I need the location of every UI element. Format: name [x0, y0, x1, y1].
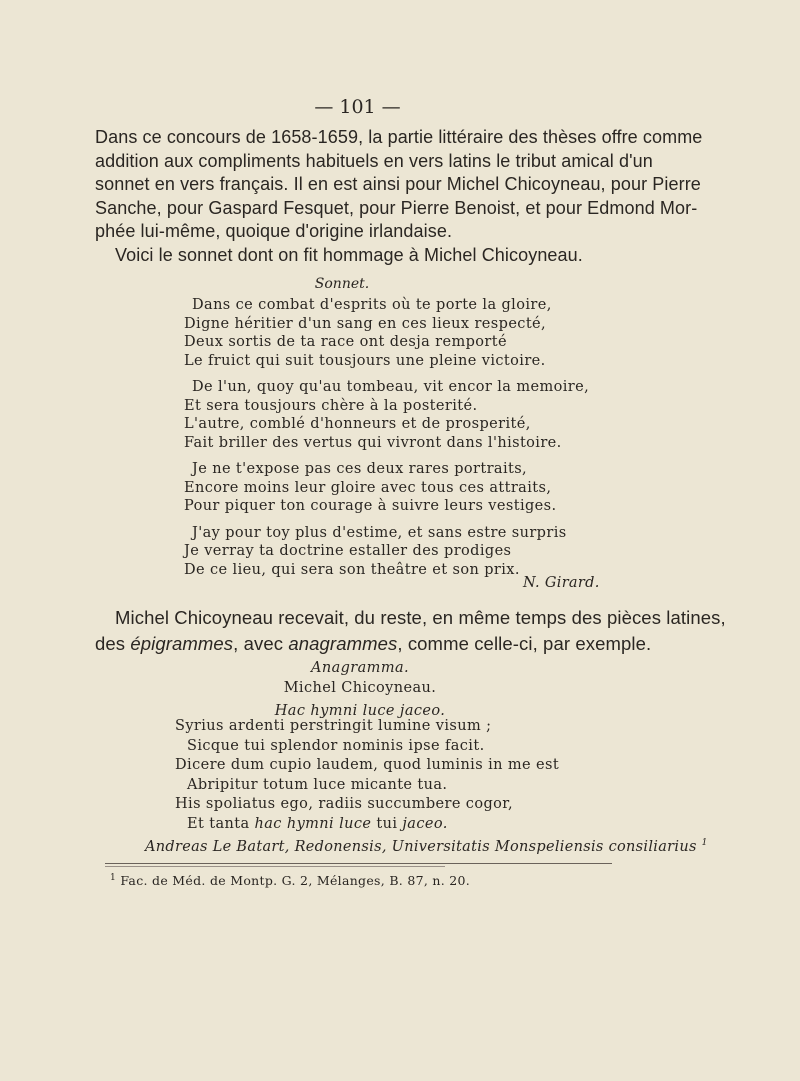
- sonnet: [184, 296, 589, 587]
- verse-line: Encore moins leur gloire avec tous ces attraits,: [184, 479, 552, 496]
- anagram-title: Anagramma.: [310, 660, 410, 676]
- verse-line: Digne héritier d'un sang en ces lieux respecté,: [184, 315, 547, 332]
- author-text: Andreas Le Batart, Redonensis, Universitatis Monspeliensis consiliarius: [145, 838, 697, 855]
- text-run: des: [95, 633, 131, 654]
- verse-line: Sicque tui splendor nominis ipse facit.: [187, 737, 485, 754]
- verse-line: Pour piquer ton courage à suivre leurs vestiges.: [184, 498, 557, 514]
- latin-verse: [175, 717, 559, 834]
- verse-line: L'autre, comblé d'honneurs et de prosperité,: [184, 416, 531, 432]
- footnote-text: Fac. de Méd. de Montp. G. 2, Mélanges, B. 87, n. 20.: [120, 873, 471, 889]
- verse-line: Dans ce combat d'esprits où te porte la gloire,: [192, 297, 552, 313]
- text-line: addition aux compliments habituels en vers latins le tribut amical d'un: [95, 150, 653, 171]
- text-run: , comme celle-ci, par exemple.: [397, 633, 652, 654]
- anagram-solution: Hac hymni luce jaceo.: [274, 703, 446, 719]
- sonnet-signature: N. Girard.: [523, 575, 600, 591]
- page-number: — 101 —: [314, 96, 401, 118]
- verse-line: De ce lieu, qui sera son theâtre et son prix.: [184, 561, 520, 578]
- sonnet-title: Sonnet.: [314, 276, 370, 292]
- paragraph-intro: [95, 126, 702, 267]
- footnote-reference: 1: [701, 838, 708, 848]
- text-line: Sanche, pour Gaspard Fesquet, pour Pierre Benoist, et pour Edmond Mor-: [95, 197, 698, 218]
- emphasis-anagrammes: anagrammes: [288, 633, 398, 654]
- text-line: Dans ce concours de 1658-1659, la partie littéraire des thèses offre comme: [95, 127, 703, 147]
- verse-line: Je verray ta doctrine estaller des prodiges: [184, 543, 512, 559]
- footnote-rule: [105, 863, 612, 864]
- emphasis-epigrammes: épigrammes: [130, 633, 234, 654]
- quatrain-1: [184, 296, 589, 370]
- text-line: Michel Chicoyneau recevait, du reste, en même temps des pièces latines,: [115, 607, 726, 628]
- verse-line: Fait briller des vertus qui vivront dans l'histoire.: [184, 434, 562, 451]
- text-run: , avec: [233, 633, 289, 654]
- verse-line: His spoliatus ego, radiis succumbere cogor,: [175, 796, 514, 812]
- verse-line: Deux sortis de ta race ont desja remporté: [184, 334, 507, 350]
- verse-line: J'ay pour toy plus d'estime, et sans estre surpris: [192, 524, 567, 541]
- verse-line: Abripitur totum luce micante tua.: [187, 776, 448, 793]
- text-line: [95, 631, 726, 657]
- text-line: sonnet en vers français. Il en est ainsi pour Michel Chicoyneau, pour Pierre: [95, 174, 701, 194]
- verse-line: Je ne t'expose pas ces deux rares portraits,: [192, 461, 528, 477]
- verse-author: [145, 838, 708, 855]
- text-line: Voici le sonnet dont on fit hommage à Michel Chicoyneau.: [115, 244, 583, 265]
- verse-line: De l'un, quoy qu'au tombeau, vit encor la memoire,: [192, 379, 590, 395]
- verse-line: Syrius ardenti perstringit lumine visum ;: [175, 718, 492, 734]
- footnote: [110, 873, 470, 888]
- text-run: tui: [371, 815, 403, 832]
- text-line: phée lui-même, quoique d'origine irlandaise.: [95, 221, 453, 241]
- text-run: Et tanta: [187, 815, 255, 832]
- emphasis: jaceo.: [402, 815, 448, 832]
- verse-line: Et sera tousjours chère à la posterité.: [184, 397, 478, 414]
- quatrain-2: [184, 378, 589, 452]
- verse-line: Le fruict qui suit tousjours une pleine victoire.: [184, 352, 546, 369]
- emphasis: hac hymni luce: [254, 815, 372, 832]
- footnote-mark: 1: [110, 873, 117, 883]
- paragraph-latin-pieces: [95, 605, 726, 657]
- footnote-rule-secondary: [105, 866, 445, 867]
- tercet-1: [184, 460, 589, 516]
- anagram-name: Michel Chicoyneau.: [283, 680, 437, 696]
- tercet-2: [184, 524, 589, 580]
- verse-line: [175, 815, 559, 835]
- verse-line: Dicere dum cupio laudem, quod luminis in me est: [175, 757, 560, 773]
